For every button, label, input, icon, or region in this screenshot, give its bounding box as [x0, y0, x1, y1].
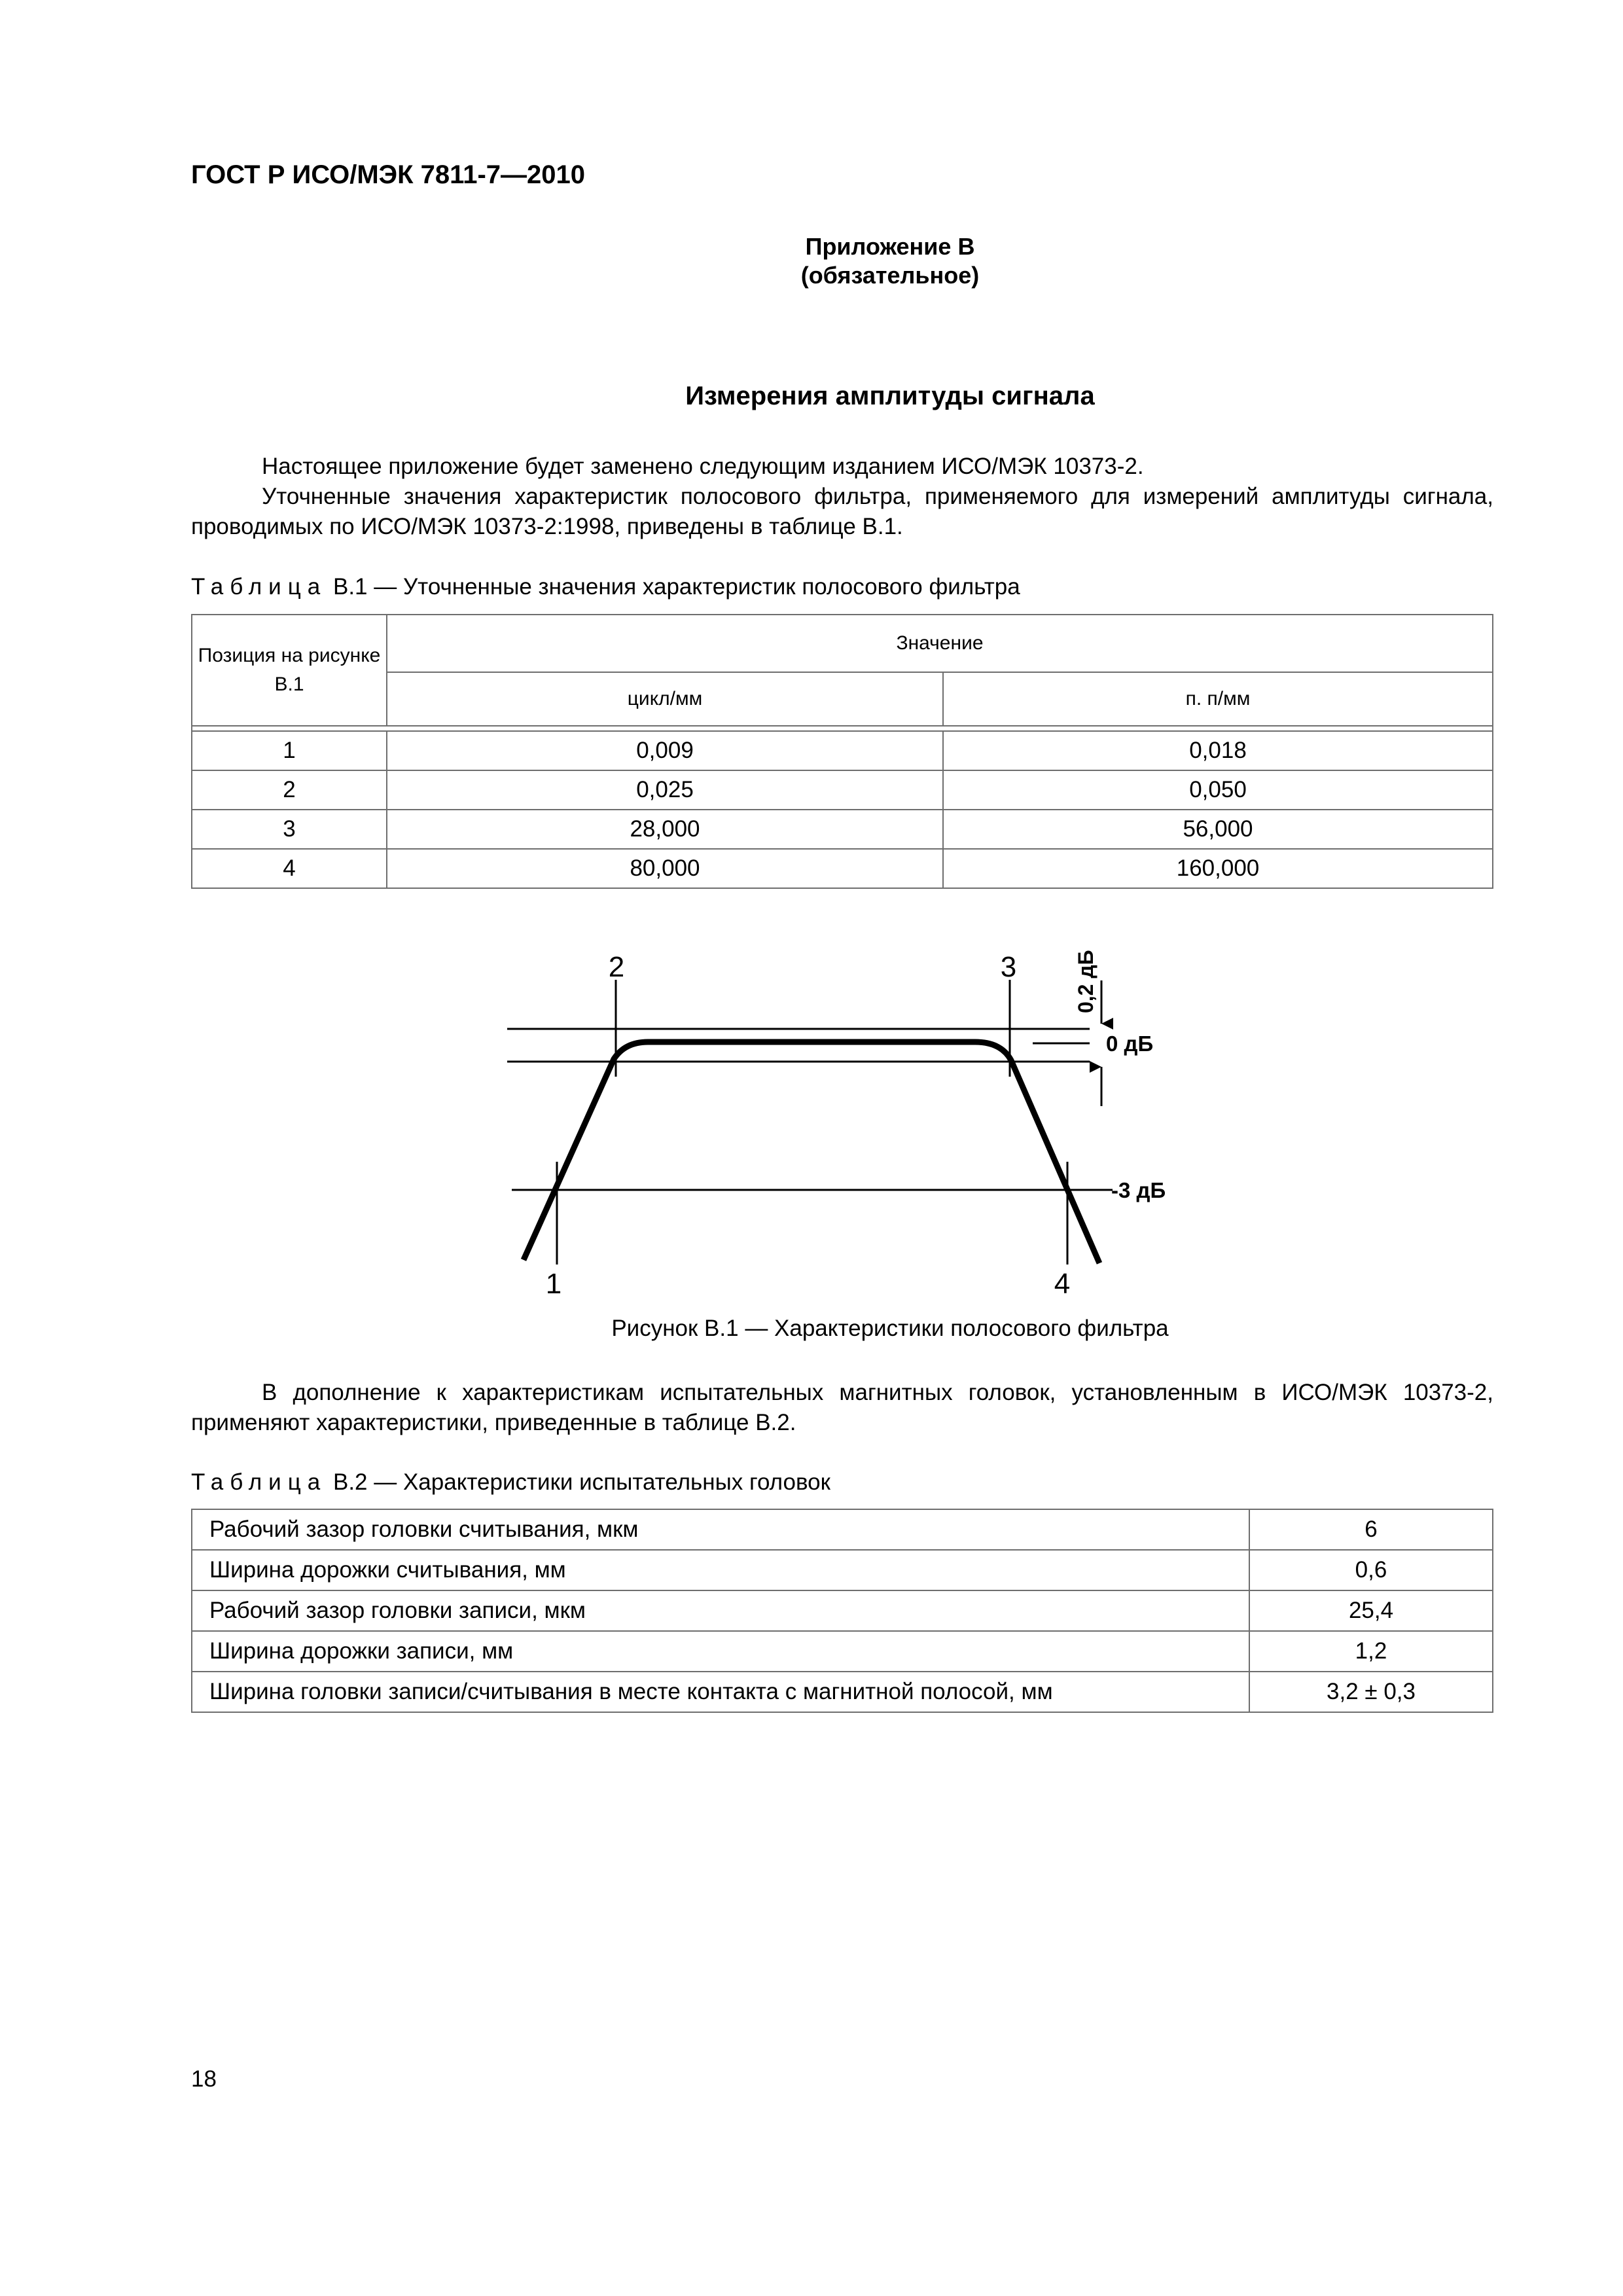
table1-cell-flux: 0,018	[943, 731, 1493, 770]
document-code: ГОСТ Р ИСО/МЭК 7811-7—2010	[191, 160, 585, 189]
table-row	[192, 1631, 1493, 1672]
table2-caption	[191, 1469, 830, 1496]
table1-header-cycles: цикл/мм	[387, 672, 943, 726]
table2-cell-name: Рабочий зазор головки записи, мкм	[192, 1590, 1249, 1631]
table1-cell-cycles: 0,025	[387, 770, 943, 810]
table-row	[192, 1590, 1493, 1631]
table1-cell-pos: 4	[192, 849, 387, 888]
table2-cell-name: Рабочий зазор головки считывания, мкм	[192, 1509, 1249, 1550]
table-row	[192, 1672, 1493, 1712]
figure-label-4: 4	[1054, 1268, 1071, 1300]
table2-cell-value: 1,2	[1249, 1631, 1493, 1672]
table-row	[192, 1550, 1493, 1590]
table1-cell-cycles: 80,000	[387, 849, 943, 888]
table1-header-position: Позиция на рисунке В.1	[192, 615, 387, 726]
label-0db: 0 дБ	[1106, 1031, 1154, 1056]
table1-cell-cycles: 28,000	[387, 810, 943, 849]
table1-cell-flux: 0,050	[943, 770, 1493, 810]
table2-cell-value: 6	[1249, 1509, 1493, 1550]
figure-label-3: 3	[1000, 951, 1017, 983]
label-02db: 0,2 дБ	[1074, 950, 1097, 1013]
table2-cell-name: Ширина головки записи/считывания в месте контакта с магнитной полосой, мм	[192, 1672, 1249, 1712]
paragraph-3: В дополнение к характеристикам испытательных магнитных головок, установленным в ИСО/МЭК 10373-2, применяют характеристики, приведенные в таблице В.2.	[191, 1380, 1493, 1435]
table1-cell-pos: 3	[192, 810, 387, 849]
table1-header-flux: п. п/мм	[943, 672, 1493, 726]
paragraph-2: Уточненные значения характеристик полосового фильтра, применяемого для измерений амплитуды сигнала, проводимых по ИСО/МЭК 10373-2:1998, приведены в таблице В.1.	[191, 484, 1493, 539]
table-test-heads	[191, 1509, 1493, 1713]
table2-cell-value: 0,6	[1249, 1550, 1493, 1590]
figure-label-1: 1	[545, 1268, 562, 1300]
table1-header-value: Значение	[387, 615, 1493, 672]
figure-label-2: 2	[608, 951, 625, 983]
table2-cell-name: Ширина дорожки считывания, мм	[192, 1550, 1249, 1590]
annex-title: Приложение В	[805, 233, 975, 260]
table1-caption-text: В.1 — Уточненные значения характеристик полосового фильтра	[332, 574, 1020, 600]
label-minus3db: -3 дБ	[1111, 1178, 1166, 1202]
paragraph-1: Настоящее приложение будет заменено следующим изданием ИСО/МЭК 10373-2.	[262, 454, 1144, 479]
table2-caption-label: Таблица	[191, 1469, 327, 1495]
filter-response-curve	[524, 1042, 1099, 1263]
page-number: 18	[191, 2066, 217, 2092]
table-row	[192, 1509, 1493, 1550]
table2-caption-text: В.2 — Характеристики испытательных головок	[332, 1469, 830, 1495]
table1-caption-label: Таблица	[191, 574, 327, 600]
annex-status: (обязательное)	[800, 262, 980, 289]
table1-cell-flux: 160,000	[943, 849, 1493, 888]
table1-cell-cycles: 0,009	[387, 731, 943, 770]
table1-cell-pos: 1	[192, 731, 387, 770]
figure-caption: Рисунок В.1 — Характеристики полосового фильтра	[611, 1316, 1169, 1341]
table2-cell-value: 3,2 ± 0,3	[1249, 1672, 1493, 1712]
table2-cell-value: 25,4	[1249, 1590, 1493, 1631]
table2-cell-name: Ширина дорожки записи, мм	[192, 1631, 1249, 1672]
table1-cell-pos: 2	[192, 770, 387, 810]
section-title: Измерения амплитуды сигнала	[685, 382, 1095, 410]
table1-cell-flux: 56,000	[943, 810, 1493, 849]
